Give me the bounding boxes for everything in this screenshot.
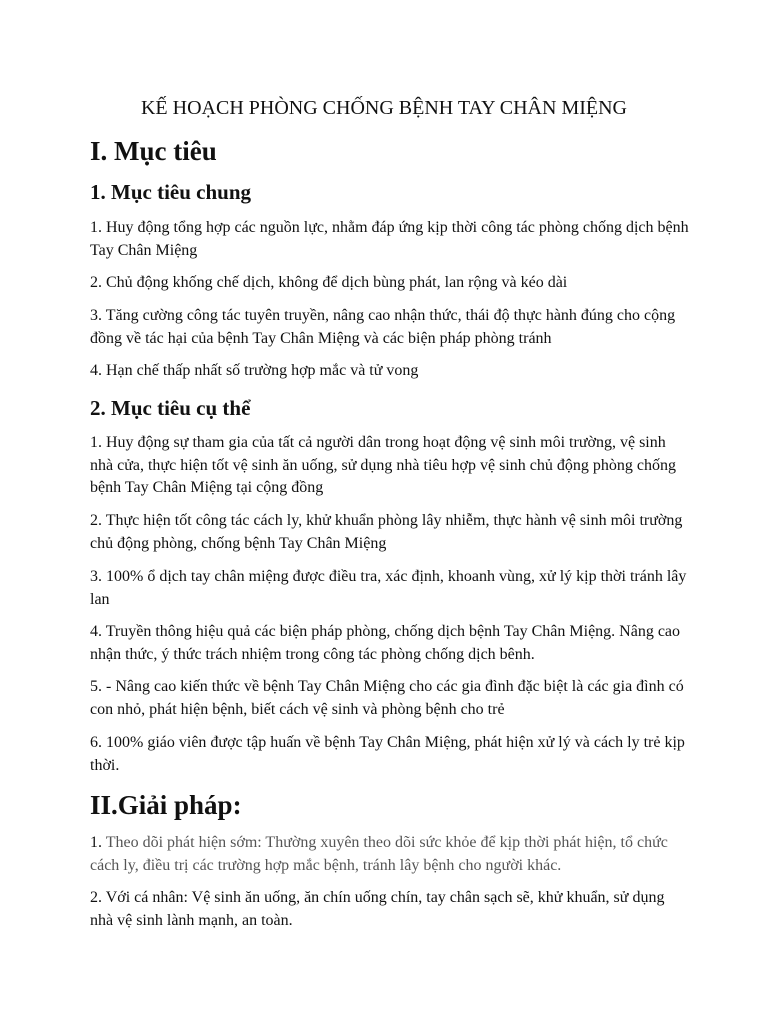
- general-objective-1: 1. Huy động tổng hợp các nguồn lực, nhằm đáp ứng kịp thời công tác phòng chống dịch bệnh Tay Chân Miệng: [90, 219, 689, 259]
- specific-objective-6: 6. 100% giáo viên được tập huấn về bệnh Tay Chân Miệng, phát hiện xử lý và cách ly trẻ kịp thời.: [90, 734, 685, 774]
- solution-1-text: Theo dõi phát hiện sớm: Thường xuyên theo dõi sức khỏe để kịp thời phát hiện, tổ chức cách ly, điều trị các trường hợp mắc bệnh, tránh lây bệnh cho người khác.: [90, 834, 668, 874]
- specific-objective-5: 5. - Nâng cao kiến thức về bệnh Tay Chân Miệng cho các gia đình đặc biệt là các gia đình có con nhỏ, phát hiện bệnh, biết cách vệ sinh và phòng bệnh cho trẻ: [90, 678, 684, 718]
- section-heading-solutions: II.Giải pháp:: [90, 790, 242, 820]
- solution-1-number: 1.: [90, 834, 106, 851]
- specific-objective-3: 3. 100% ổ dịch tay chân miệng được điều tra, xác định, khoanh vùng, xử lý kịp thời tránh lây lan: [90, 568, 687, 608]
- subheading-general-objectives: 1. Mục tiêu chung: [90, 180, 252, 204]
- specific-objective-4: 4. Truyền thông hiệu quả các biện pháp phòng, chống dịch bệnh Tay Chân Miệng. Nâng cao nhận thức, ý thức trách nhiệm trong công tác phòng chống dịch bênh.: [90, 623, 681, 663]
- general-objective-3: 3. Tăng cường công tác tuyên truyền, nâng cao nhận thức, thái độ thực hành đúng cho cộng đồng về tác hại của bệnh Tay Chân Miệng và các biện pháp phòng tránh: [90, 307, 676, 347]
- solution-2: 2. Với cá nhân: Vệ sinh ăn uống, ăn chín uống chín, tay chân sạch sẽ, khử khuẩn, sử dụng nhà vệ sinh lành mạnh, an toàn.: [90, 889, 665, 929]
- specific-objective-1: 1. Huy động sự tham gia của tất cả người dân trong hoạt động vệ sinh môi trường, vệ sinh nhà cửa, thực hiện tốt vệ sinh ăn uống, sử dụng nhà tiêu hợp vệ sinh chủ động phòng chống bệnh Tay Chân Miệng tại cộng đồng: [90, 434, 676, 496]
- specific-objective-2: 2. Thực hiện tốt công tác cách ly, khử khuẩn phòng lây nhiễm, thực hành vệ sinh môi trường chủ động phòng, chống bệnh Tay Chân Miệng: [90, 512, 683, 552]
- section-heading-objectives: I. Mục tiêu: [90, 136, 217, 166]
- general-objective-2: 2. Chủ động khống chế dịch, không để dịch bùng phát, lan rộng và kéo dài: [90, 274, 568, 291]
- solution-1: [90, 832, 690, 877]
- general-objective-4: 4. Hạn chế thấp nhất số trường hợp mắc và tử vong: [90, 362, 419, 379]
- subheading-specific-objectives: 2. Mục tiêu cụ thể: [90, 396, 251, 420]
- document-title: KẾ HOẠCH PHÒNG CHỐNG BỆNH TAY CHÂN MIỆNG: [140, 97, 627, 119]
